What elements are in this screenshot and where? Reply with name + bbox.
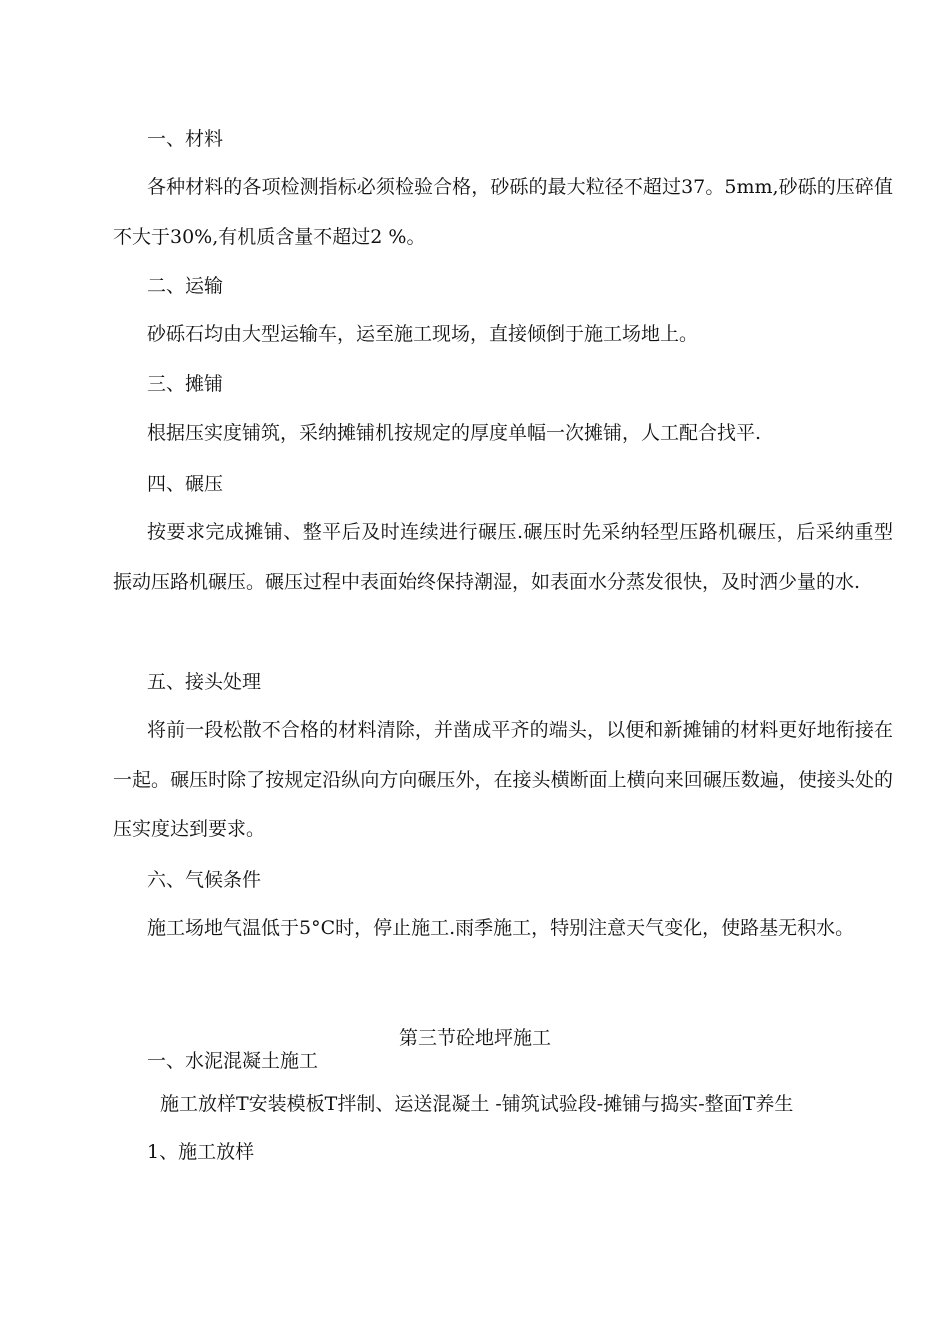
heading-transport: 二、运输: [147, 275, 224, 297]
subheading-concrete: 一、水泥混凝土施工: [147, 1050, 319, 1072]
paragraph-climate: 施工场地气温低于5°C时，停止施工.雨季施工，特别注意天气变化，使路基无积水。: [147, 917, 855, 939]
section-title: 第三节砼地坪施工: [398, 1027, 551, 1049]
paragraph-rolling: 按要求完成摊铺、整平后及时连续进行碾压.碾压时先采纳轻型压路机碾压，后采纳重型振动压路机碾压。碾压过程中表面始终保持潮湿，如表面水分蒸发很快，及时洒少量的水.: [113, 521, 893, 593]
heading-rolling: 四、碾压: [147, 473, 224, 495]
heading-climate: 六、气候条件: [147, 869, 262, 891]
paragraph-paving: 根据压实度铺筑，采纳摊铺机按规定的厚度单幅一次摊铺，人工配合找平.: [147, 422, 762, 444]
paragraph-joint-treatment: 将前一段松散不合格的材料清除，并凿成平齐的端头，以便和新摊铺的材料更好地衔接在一起。碾压时除了按规定沿纵向方向碾压外，在接头横断面上横向来回碾压数遍，使接头处的压实度达到要求。: [113, 719, 893, 840]
paragraph-materials: 各种材料的各项检测指标必须检验合格，砂砾的最大粒径不超过37。5mm,砂砾的压碎值不大于30%,有机质含量不超过2 %。: [113, 176, 893, 248]
item-layout-survey: 1、施工放样: [147, 1141, 255, 1163]
paragraph-transport: 砂砾石均由大型运输车，运至施工现场，直接倾倒于施工场地上。: [147, 323, 699, 345]
process-flow: 施工放样T安装模板T拌制、运送混凝土 -铺筑试验段-摊铺与捣实-整面T养生: [160, 1093, 794, 1115]
heading-paving: 三、摊铺: [147, 373, 224, 395]
heading-materials: 一、材料: [147, 128, 224, 150]
heading-joint-treatment: 五、接头处理: [147, 671, 262, 693]
